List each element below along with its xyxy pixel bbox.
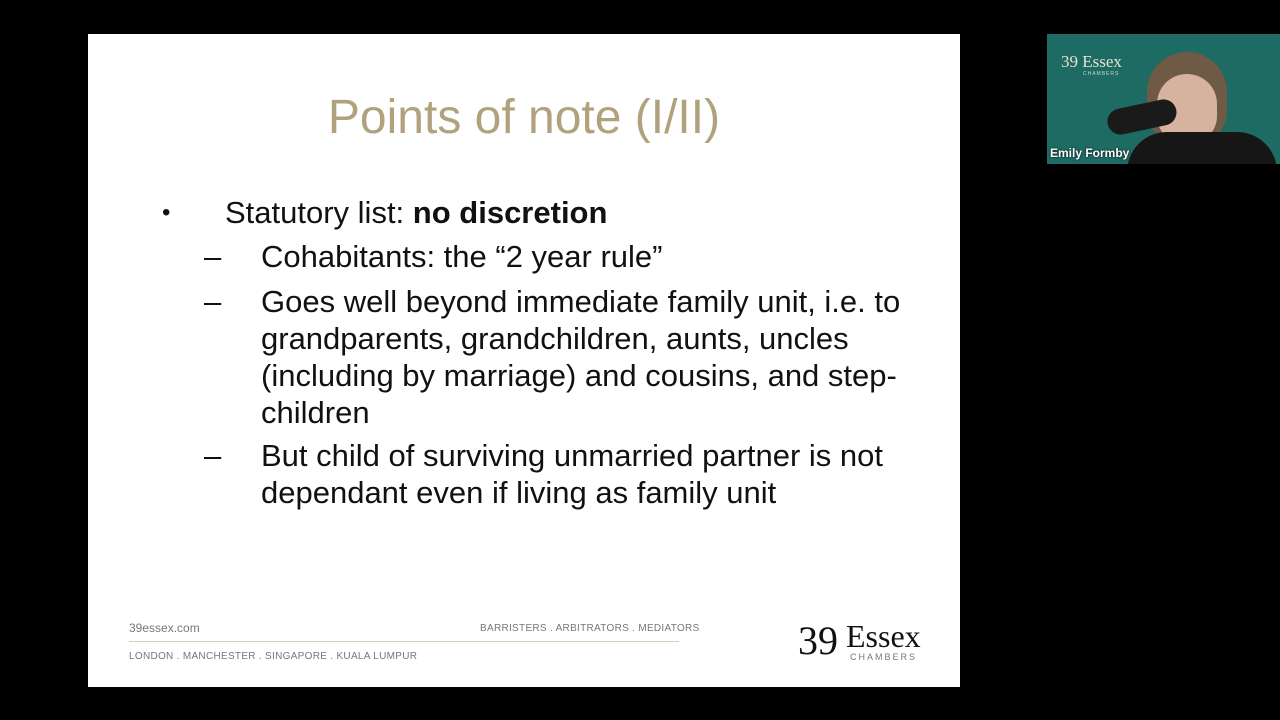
footer-divider [129, 641, 679, 642]
participant-name: Emily Formby [1050, 146, 1130, 160]
participant-video-tile[interactable] [1047, 34, 1280, 164]
participant-body [1127, 132, 1277, 164]
bullet-text-bold: no discretion [412, 195, 608, 230]
sub-bullet-text: Goes well beyond immediate family unit, i.e. to grandparents, grandchildren, aunts, uncles (including by marriage) and cousins, and step-children [261, 284, 901, 430]
bullet-statutory-list [88, 194, 960, 234]
presentation-slide [88, 34, 960, 687]
sub-bullet-text: But child of surviving unmarried partner is not dependant even if living as family unit [261, 438, 884, 510]
chambers-logo [798, 619, 928, 665]
logo-subtitle: CHAMBERS [850, 652, 918, 662]
bullet-marker: • [162, 199, 171, 226]
dash-marker: – [204, 438, 222, 473]
logo-word: Essex [846, 618, 921, 654]
background-logo-subtitle: CHAMBERS [1083, 71, 1120, 77]
footer-services: BARRISTERS . ARBITRATORS . MEDIATORS [480, 623, 700, 634]
footer-cities: LONDON . MANCHESTER . SINGAPORE . KUALA LUMPUR [129, 651, 418, 662]
dash-marker: – [204, 239, 222, 274]
bullet-text [225, 194, 607, 231]
bullet-text-prefix: Statutory list: [225, 195, 413, 230]
footer-website: 39essex.com [129, 621, 200, 635]
sub-bullet-text: Cohabitants: the “2 year rule” [261, 239, 663, 274]
logo-number: 39 [798, 618, 838, 663]
slide-title: Points of note (I/II) [327, 91, 721, 144]
dash-marker: – [204, 284, 222, 319]
background-logo: 39 Essex [1061, 52, 1122, 71]
